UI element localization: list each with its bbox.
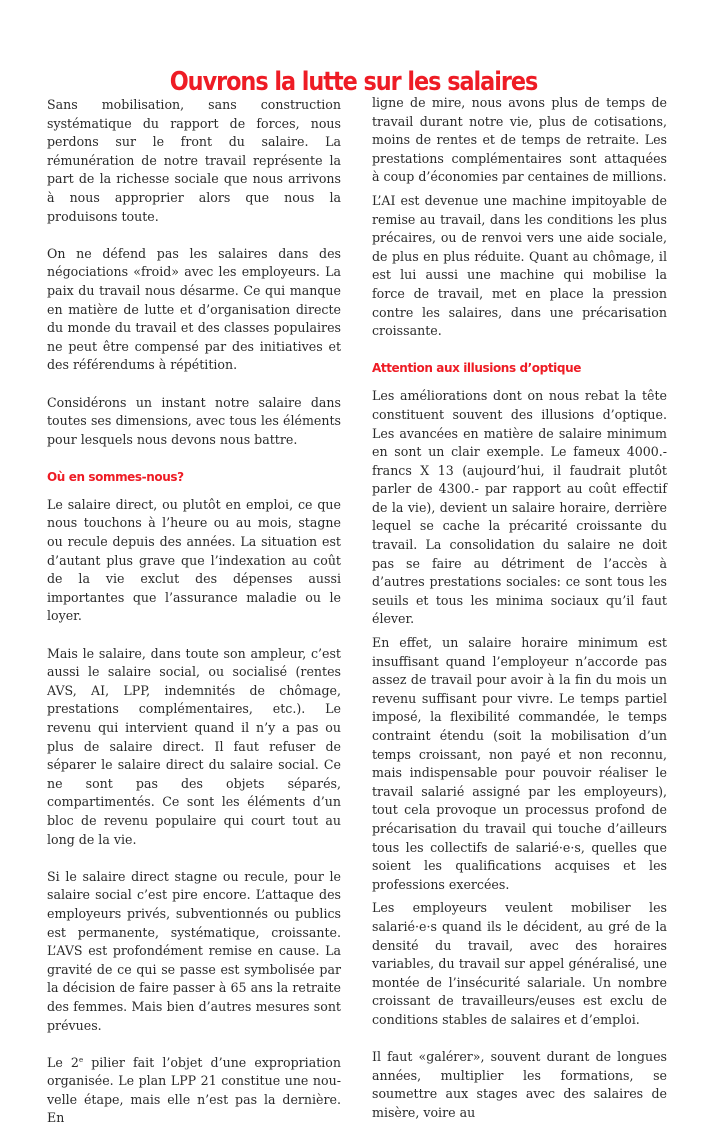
page-title: Ouvrons la lutte sur les salaires xyxy=(169,67,538,98)
paragraph: Le 2e pilier fait l’objet d’une expropriation organisée. Le plan LPP 21 constitue une nouvelle étape, mais elle n’est pas la dernière. En xyxy=(47,1054,341,1126)
left-column xyxy=(47,96,341,1128)
paragraph: On ne défend pas les salaires dans des négociations «froid» avec les employeurs. La paix du travail nous désarme. Ce qui manque en matière de lutte et d’organisation directe du monde du travail et des classes populaires ne peut être compensé par des initiatives et des référendums à répétition. xyxy=(47,245,341,373)
paragraph: Mais le salaire, dans toute son ampleur, c’est aussi le salaire social, ou socialisé (rentes AVS, AI, LPP, indemnités de chômage, prestations complémentaires, etc.). Le revenu qui intervient quand il n’y a pas ou plus de salaire direct. Il faut refuser de séparer le salaire direct du salaire social. Ce ne sont pas des objets séparés, compartimentés. Ce sont les éléments d’un bloc de revenu populaire qui court tout au long de la vie. xyxy=(47,645,341,847)
section-heading-where-are-we: Où en sommes-nous? xyxy=(47,469,184,484)
section-heading-optical-illusions: Attention aux illusions d’optique xyxy=(372,361,581,376)
paragraph: Sans mobilisation, sans construction systématique du rapport de forces, nous perdons sur le front du salaire. La rémunération de notre travail représente la part de la richesse sociale que nous arrivons à nous approprier alors que nous la produisons toute. xyxy=(47,97,341,224)
paragraph: Il faut «galérer», souvent durant de longues années, multiplier les formations, se soumettre aux stages avec des salaires de misère, voire au xyxy=(372,1049,667,1120)
paragraph: En effet, un salaire horaire minimum est insuffisant quand l’employeur n’accorde pas assez de travail pour avoir à la fin du mois un revenu suffisant pour vivre. Le temps partiel imposé, la flexibilité commandée, le temps contraint étendu (soit la mobilisation d’un temps croissant, non payé et non reconnu, mais indispensable pour pouvoir réaliser le travail salarié assigné par les employeurs), tout cela provoque un processus profond de précarisation du travail qui touche d’ailleurs tous les collectifs de salarié·e·s, quelles que soient les qualifications acquises et les professions exercées. xyxy=(372,635,667,892)
paragraph: ligne de mire, nous avons plus de temps de travail durant notre vie, plus de cotisations, moins de rentes et de temps de retraite. Les prestations complémentaires sont attaquées à coup d’économies par centaines de millions. xyxy=(372,95,667,185)
paragraph: Les employeurs veulent mobiliser les salarié·e·s quand ils le décident, au gré de la densité du travail, avec des horaires variables, du travail sur appel généralisé, une montée de l’insécurité salariale. Un nombre croissant de travailleurs/euses est exclu de conditions stables de salaires et d’emploi. xyxy=(372,900,667,1027)
paragraph: Si le salaire direct stagne ou recule, pour le salaire social c’est pire encore. L’attaque des employeurs privés, subventionnés ou publics est permanente, systématique, croissante. L’AVS est profondément remise en cause. La gravité de ce qui se passe est symbolisée par la décision de faire passer à 65 ans la retraite des femmes. Mais bien d’autres mesures sont prévues. xyxy=(47,868,341,1033)
paragraph: Les améliorations dont on nous rebat la tête constituent souvent des illusions d’optique. Les avancées en matière de salaire minimum en sont un clair exemple. Le fameux 4000.- francs X 13 (aujourd’hui, il faudrait plutôt parler de 4300.- par rapport au coût effectif de la vie), devient un salaire horaire, derrière lequel se cache la précarité croissante du travail. La consolidation du salaire ne doit pas se faire au détriment de l’accès à d’autres prestations sociales: ce sont tous les seuils et tous les minima sociaux qu’il faut élever. xyxy=(372,388,667,627)
right-column xyxy=(372,94,667,1122)
paragraph: L’AI est devenue une machine impitoyable de remise au travail, dans les conditions les plus précaires, ou de renvoi vers une aide sociale, de plus en plus réduite. Quant au chômage, il est lui aussi une machine qui mobilise la force de travail, met en place la pression contre les salaires, dans une précarisation croissante. xyxy=(372,192,667,339)
superscript: e xyxy=(78,1055,84,1064)
paragraph: Le salaire direct, ou plutôt en emploi, ce que nous touchons à l’heure ou au mois, stagne ou recule depuis des années. La situation est d’autant plus grave que l’indexation au coût de la vie exclut des dépenses aussi importantes que l’assurance maladie ou le loyer. xyxy=(47,496,341,624)
paragraph: Considérons un instant notre salaire dans toutes ses dimensions, avec tous les éléments pour lesquels nous devons nous battre. xyxy=(47,394,341,447)
